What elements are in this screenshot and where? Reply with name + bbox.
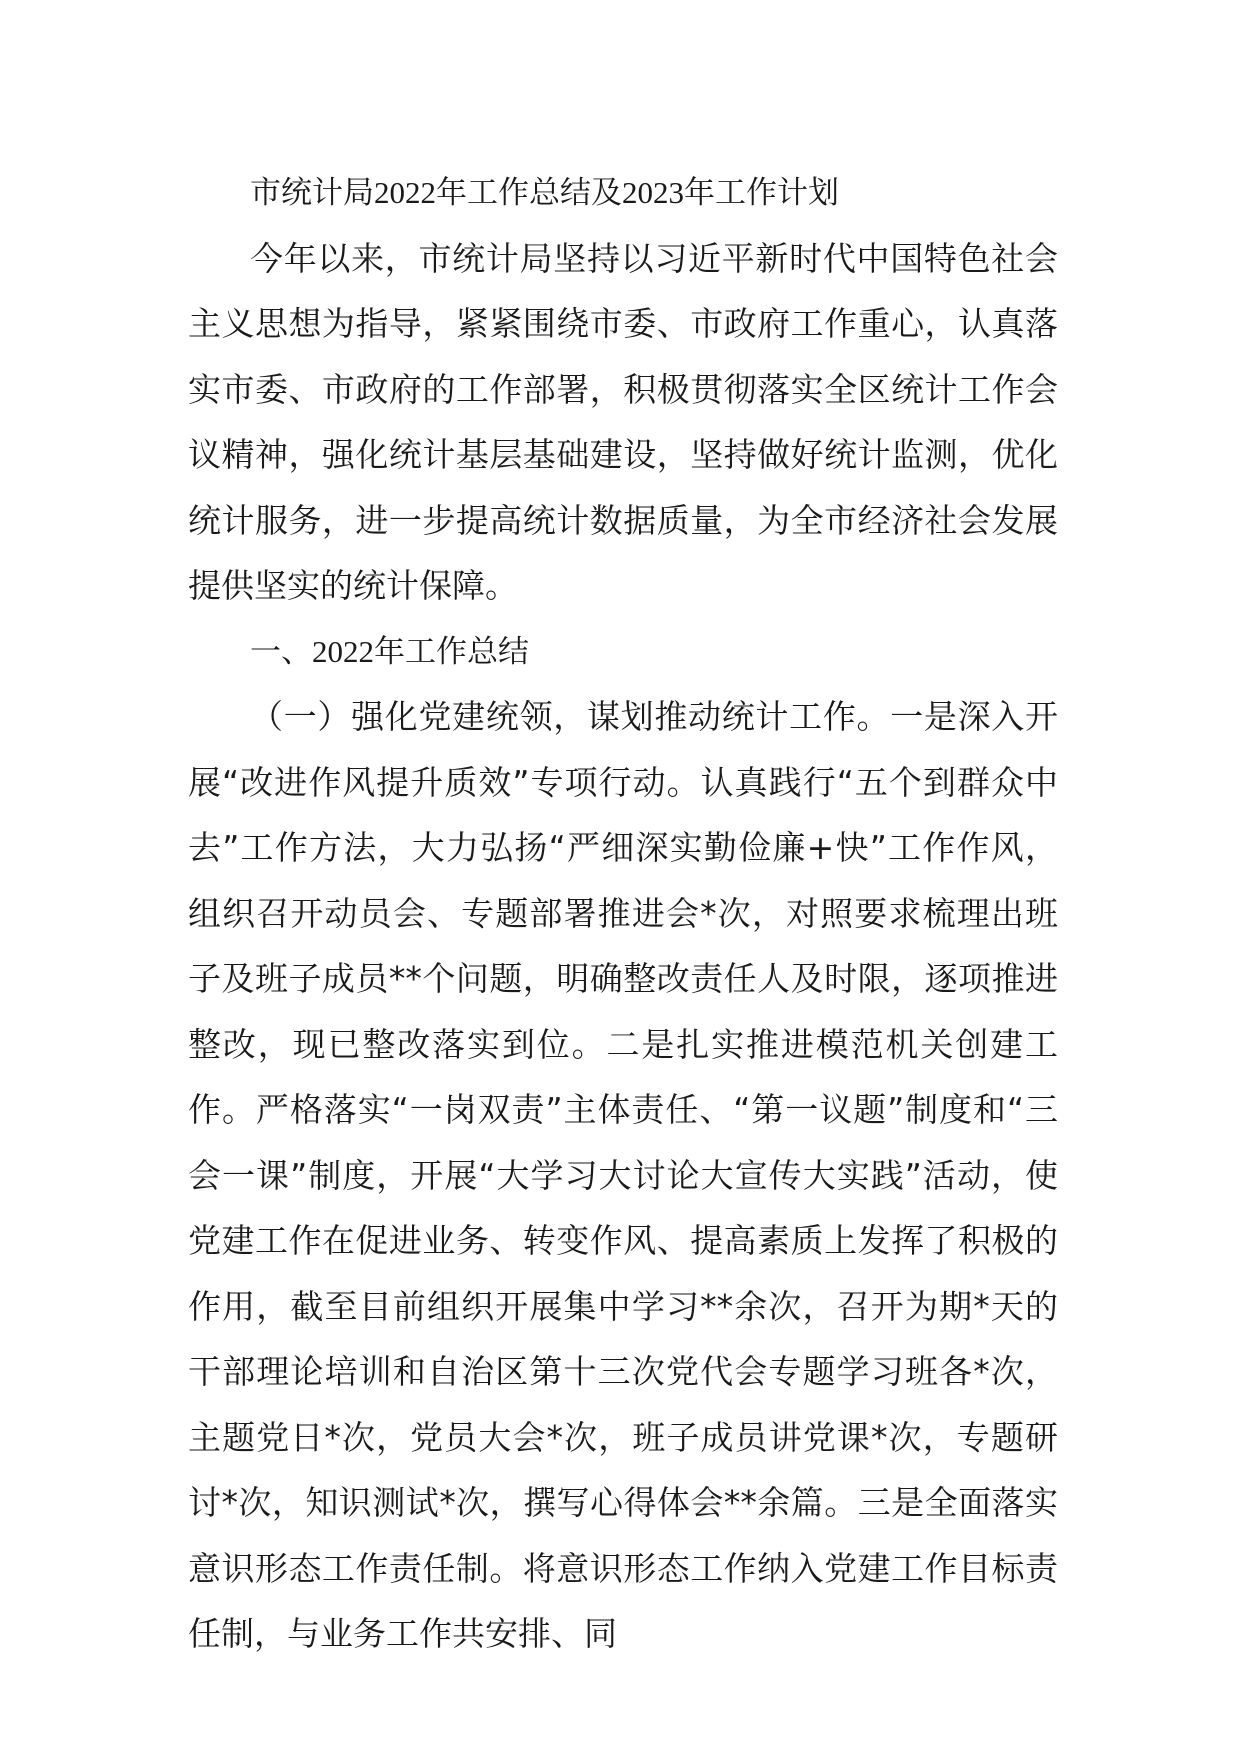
document-body [188,160,1058,1667]
intro-paragraph: 今年以来，市统计局坚持以习近平新时代中国特色社会主义思想为指导，紧紧围绕市委、市政府工作重心，认真落实市委、市政府的工作部署，积极贯彻落实全区统计工作会议精神，强化统计基层基础建设，坚持做好统计监测，优化统计服务，进一步提高统计数据质量，为全市经济社会发展提供坚实的统计保障。 [188,238,1058,605]
document-title: 市统计局2022年工作总结及2023年工作计划 [250,175,839,210]
section-heading: 一、2022年工作总结 [250,633,529,669]
section-paragraph: （一）强化党建统领，谋划推动统计工作。一是深入开展“改进作风提升质效”专项行动。认真践行“五个到群众中去”工作方法，大力弘扬“严细深实勤俭廉+快”工作作风，组织召开动员会、专题部署推进会*次，对照要求梳理出班子及班子成员**个问题，明确整改责任人及时限，逐项推进整改，现已整改落实到位。二是扎实推进模范机关创建工作。严格落实“一岗双责”主体责任、“第一议题”制度和“三会一课”制度，开展“大学习大讨论大宣传大实践”活动，使党建工作在促进业务、转变作风、提高素质上发挥了积极的作用，截至目前组织开展集中学习**余次，召开为期*天的干部理论培训和自治区第十三次党代会专题学习班各*次，主题党日*次，党员大会*次，班子成员讲党课*次，专题研讨*次，知识测试*次，撰写心得体会**余篇。三是全面落实意识形态工作责任制。将意识形态工作纳入党建工作目标责任制，与业务工作共安排、同 [188,697,1058,1653]
